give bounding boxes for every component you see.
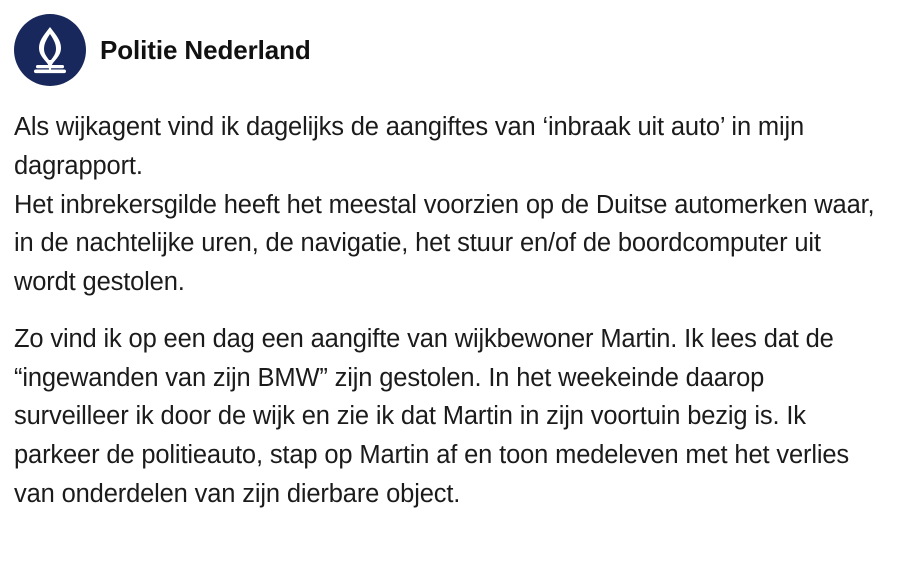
- post-body: [14, 108, 880, 514]
- paragraph-2: Zo vind ik op een dag een aangifte van wijkbewoner Martin. Ik lees dat de “ingewanden van zijn BMW” zijn gestolen. In het weekeinde daarop surveilleer ik door de wijk en zie ik dat Martin in zijn voortuin bezig is. Ik parkeer de politieauto, stap op Martin af en toon medeleven met het verlies van onderdelen van zijn dierbare object.: [14, 324, 849, 508]
- politie-flame-emblem-icon: [14, 14, 86, 86]
- organization-name: Politie Nederland: [100, 34, 311, 65]
- paragraph-1-line-b: Het inbrekersgilde heeft het meestal voorzien op de Duitse automerken waar, in de nachtelijke uren, de navigatie, het stuur en/of de boordcomputer uit wordt gestolen.: [14, 190, 875, 296]
- paragraph-1-line-a: Als wijkagent vind ik dagelijks de aangiftes van ‘inbraak uit auto’ in mijn dagrapport.: [14, 113, 805, 180]
- post-header: [14, 14, 880, 86]
- paragraph-1: [14, 108, 880, 302]
